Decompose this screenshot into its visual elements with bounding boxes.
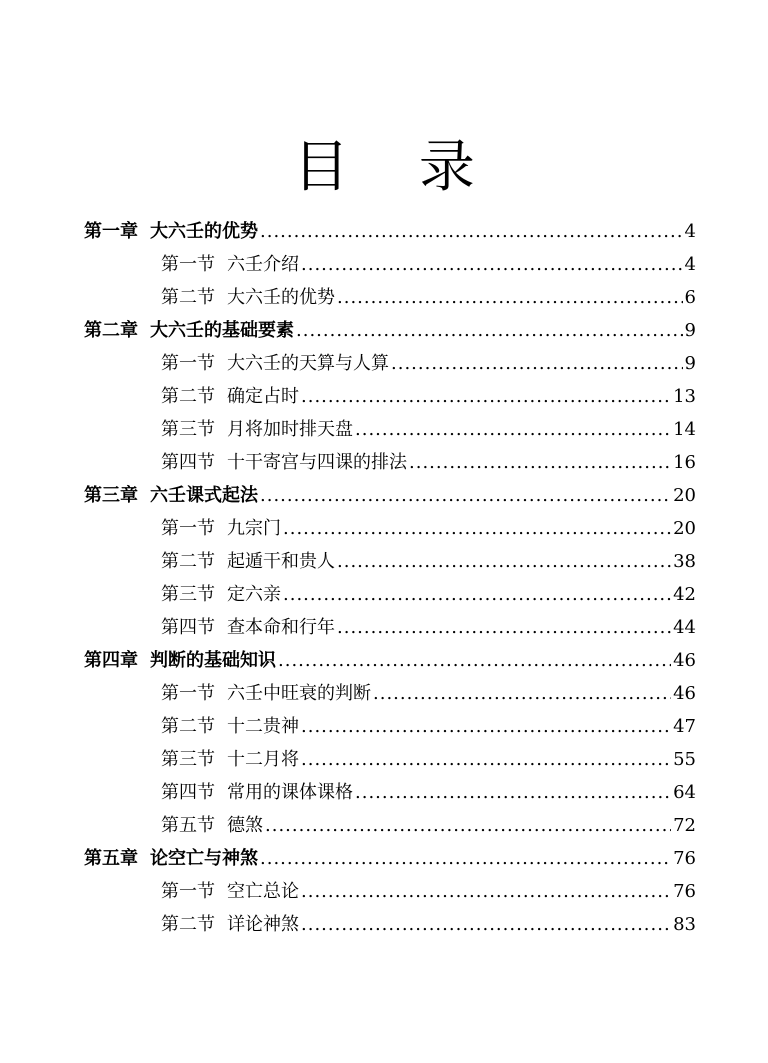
toc-section-entry	[84, 908, 696, 941]
chapter-title: 判断的基础知识	[150, 650, 276, 671]
toc-entry-label	[161, 710, 299, 743]
page-number: 16	[673, 452, 696, 473]
dot-leader	[278, 644, 671, 677]
section-number: 第三节	[161, 749, 215, 770]
dot-leader	[409, 446, 671, 479]
toc-entry-label	[161, 248, 299, 281]
section-title: 大六壬的天算与人算	[227, 353, 389, 374]
page-number: 20	[673, 485, 696, 506]
chapter-number: 第五章	[84, 848, 138, 869]
toc-entry-label	[161, 908, 299, 941]
page-title: 目 录	[293, 135, 501, 200]
toc-section-entry	[84, 446, 696, 479]
section-title: 定六亲	[227, 584, 281, 605]
page-number: 4	[684, 254, 696, 275]
toc-entry-label	[161, 611, 335, 644]
chapter-number: 第二章	[84, 320, 138, 341]
dot-leader	[301, 908, 671, 941]
section-title: 详论神煞	[227, 914, 299, 935]
section-title: 十二月将	[227, 749, 299, 770]
toc-entry-label	[161, 875, 299, 908]
dot-leader	[260, 842, 671, 875]
page-number: 14	[673, 419, 696, 440]
page-number: 83	[673, 914, 696, 935]
chapter-title: 六壬课式起法	[150, 485, 258, 506]
section-title: 常用的课体课格	[227, 782, 353, 803]
toc-section-entry	[84, 611, 696, 644]
section-title: 空亡总论	[227, 881, 299, 902]
section-title: 确定占时	[227, 386, 299, 407]
section-number: 第二节	[161, 287, 215, 308]
toc-section-entry	[84, 578, 696, 611]
dot-leader	[283, 512, 671, 545]
toc-chapter-entry	[84, 842, 696, 875]
toc-section-entry	[84, 380, 696, 413]
toc-section-entry	[84, 743, 696, 776]
toc-section-entry	[84, 710, 696, 743]
dot-leader	[301, 380, 671, 413]
chapter-number: 第四章	[84, 650, 138, 671]
toc-section-entry	[84, 512, 696, 545]
toc-chapter-entry	[84, 479, 696, 512]
toc-entry-label	[84, 314, 294, 347]
section-number: 第四节	[161, 617, 215, 638]
toc-entry-label	[161, 545, 335, 578]
page-number: 9	[684, 353, 696, 374]
section-number: 第二节	[161, 914, 215, 935]
section-number: 第一节	[161, 353, 215, 374]
toc-entry-label	[161, 743, 299, 776]
toc-entry-label	[161, 446, 407, 479]
toc-entry-label	[84, 842, 258, 875]
page-number: 46	[673, 650, 696, 671]
page-number: 47	[673, 716, 696, 737]
section-number: 第四节	[161, 782, 215, 803]
toc-section-entry	[84, 347, 696, 380]
page-number: 42	[673, 584, 696, 605]
dot-leader	[373, 677, 671, 710]
dot-leader	[296, 314, 683, 347]
dot-leader	[337, 545, 671, 578]
section-title: 月将加时排天盘	[227, 419, 353, 440]
section-title: 九宗门	[227, 518, 281, 539]
page-number: 6	[684, 287, 696, 308]
page-number: 72	[673, 815, 696, 836]
toc-section-entry	[84, 677, 696, 710]
toc-chapter-entry	[84, 644, 696, 677]
toc-entry-label	[161, 809, 263, 842]
dot-leader	[391, 347, 683, 380]
chapter-number: 第三章	[84, 485, 138, 506]
toc-entry-label	[161, 347, 389, 380]
section-number: 第一节	[161, 518, 215, 539]
section-number: 第一节	[161, 254, 215, 275]
chapter-title: 大六壬的基础要素	[150, 320, 294, 341]
page-number: 38	[673, 551, 696, 572]
chapter-title: 大六壬的优势	[150, 221, 258, 242]
toc-entry-label	[84, 644, 276, 677]
page-number: 4	[684, 221, 696, 242]
toc-chapter-entry	[84, 215, 696, 248]
dot-leader	[301, 875, 671, 908]
dot-leader	[301, 248, 683, 281]
toc-entry-label	[161, 380, 299, 413]
page-number: 64	[673, 782, 696, 803]
section-title: 十干寄宫与四课的排法	[227, 452, 407, 473]
toc-section-entry	[84, 776, 696, 809]
page-number: 76	[673, 848, 696, 869]
section-number: 第二节	[161, 716, 215, 737]
section-number: 第三节	[161, 584, 215, 605]
section-number: 第一节	[161, 683, 215, 704]
page-number: 46	[673, 683, 696, 704]
toc-entry-label	[161, 677, 371, 710]
section-number: 第二节	[161, 386, 215, 407]
toc-section-entry	[84, 281, 696, 314]
dot-leader	[301, 710, 671, 743]
section-title: 查本命和行年	[227, 617, 335, 638]
toc-section-entry	[84, 248, 696, 281]
toc-entry-label	[161, 578, 281, 611]
toc-entry-label	[161, 281, 335, 314]
section-title: 德煞	[227, 815, 263, 836]
dot-leader	[355, 776, 671, 809]
toc-section-entry	[84, 545, 696, 578]
dot-leader	[265, 809, 671, 842]
section-number: 第四节	[161, 452, 215, 473]
chapter-title: 论空亡与神煞	[150, 848, 258, 869]
dot-leader	[337, 281, 683, 314]
section-title: 六壬介绍	[227, 254, 299, 275]
page-number: 9	[684, 320, 696, 341]
section-title: 大六壬的优势	[227, 287, 335, 308]
dot-leader	[355, 413, 671, 446]
page-number: 55	[673, 749, 696, 770]
toc-section-entry	[84, 875, 696, 908]
page-number: 20	[673, 518, 696, 539]
toc-chapter-entry	[84, 314, 696, 347]
toc-entry-label	[161, 413, 353, 446]
toc-entry-label	[84, 215, 258, 248]
page-number: 13	[673, 386, 696, 407]
section-number: 第一节	[161, 881, 215, 902]
section-title: 六壬中旺衰的判断	[227, 683, 371, 704]
table-of-contents	[84, 215, 696, 941]
dot-leader	[260, 215, 683, 248]
dot-leader	[260, 479, 671, 512]
toc-section-entry	[84, 809, 696, 842]
dot-leader	[301, 743, 671, 776]
section-title: 起遁干和贵人	[227, 551, 335, 572]
toc-entry-label	[161, 776, 353, 809]
page-number: 76	[673, 881, 696, 902]
toc-entry-label	[161, 512, 281, 545]
dot-leader	[337, 611, 671, 644]
toc-section-entry	[84, 413, 696, 446]
chapter-number: 第一章	[84, 221, 138, 242]
toc-entry-label	[84, 479, 258, 512]
section-number: 第五节	[161, 815, 215, 836]
dot-leader	[283, 578, 671, 611]
section-title: 十二贵神	[227, 716, 299, 737]
section-number: 第二节	[161, 551, 215, 572]
page-number: 44	[673, 617, 696, 638]
section-number: 第三节	[161, 419, 215, 440]
